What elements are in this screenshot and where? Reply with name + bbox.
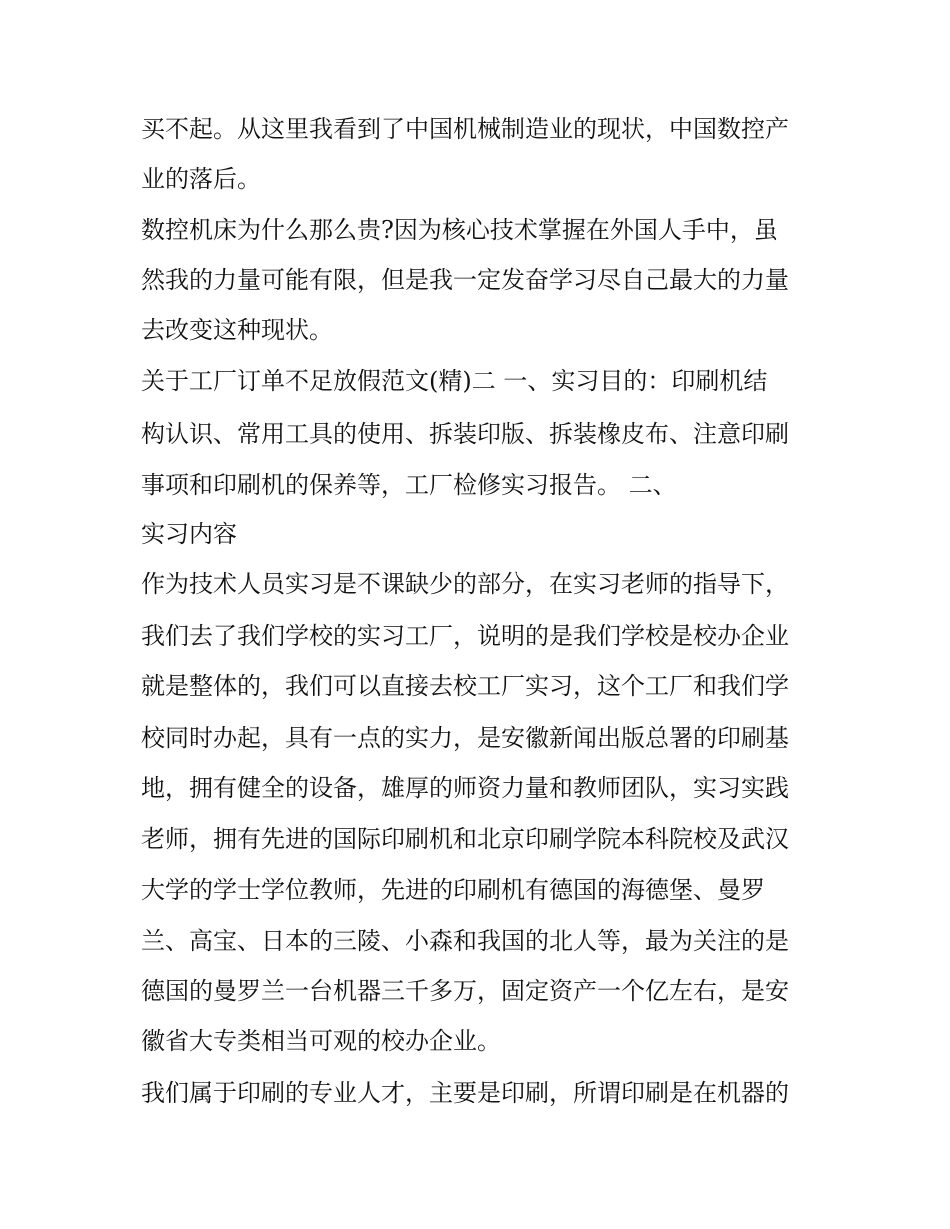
text-line: 兰、高宝、日本的三陵、小森和我国的北人等，最为关注的是 [141,927,789,955]
text-line: 地，拥有健全的设备，雄厚的师资力量和教师团队，实习实践 [141,774,789,802]
text-line: 作为技术人员实习是不课缺少的部分，在实习老师的指导下， [141,570,789,598]
text-line: 我们属于印刷的专业人才，主要是印刷，所谓印刷是在机器的 [141,1079,789,1107]
text-line: 老师，拥有先进的国际印刷机和北京印刷学院本科院校及武汉 [141,825,789,853]
text-line: 大学的学士学位教师，先进的印刷机有德国的海德堡、曼罗 [141,876,765,904]
text-line: 业的落后。 [141,165,261,193]
text-line: 买不起。从这里我看到了中国机械制造业的现状，中国数控产 [141,115,789,143]
text-line: 去改变这种现状。 [141,316,333,344]
text-line: 校同时办起，具有一点的实力，是安徽新闻出版总署的印刷基 [141,724,789,752]
text-line: 然我的力量可能有限，但是我一定发奋学习尽自己最大的力量 [141,266,789,294]
text-line: 我们去了我们学校的实习工厂，说明的是我们学校是校办企业 [141,622,789,650]
text-line: 数控机床为什么那么贵?因为核心技术掌握在外国人手中，虽 [141,216,778,244]
text-line: 德国的曼罗兰一台机器三千多万，固定资产一个亿左右，是安 [141,977,789,1005]
text-line: 关于工厂订单不足放假范文(精)二 一、实习目的：印刷机结 [141,367,768,395]
text-line: 事项和印刷机的保养等，工厂检修实习报告。 二、 [141,471,677,499]
text-line: 构认识、常用工具的使用、拆装印版、拆装橡皮布、注意印刷 [141,420,789,448]
text-line: 徽省大专类相当可观的校办企业。 [141,1027,501,1055]
text-line: 实习内容 [141,520,237,548]
text-line: 就是整体的，我们可以直接去校工厂实习，这个工厂和我们学 [141,672,789,700]
